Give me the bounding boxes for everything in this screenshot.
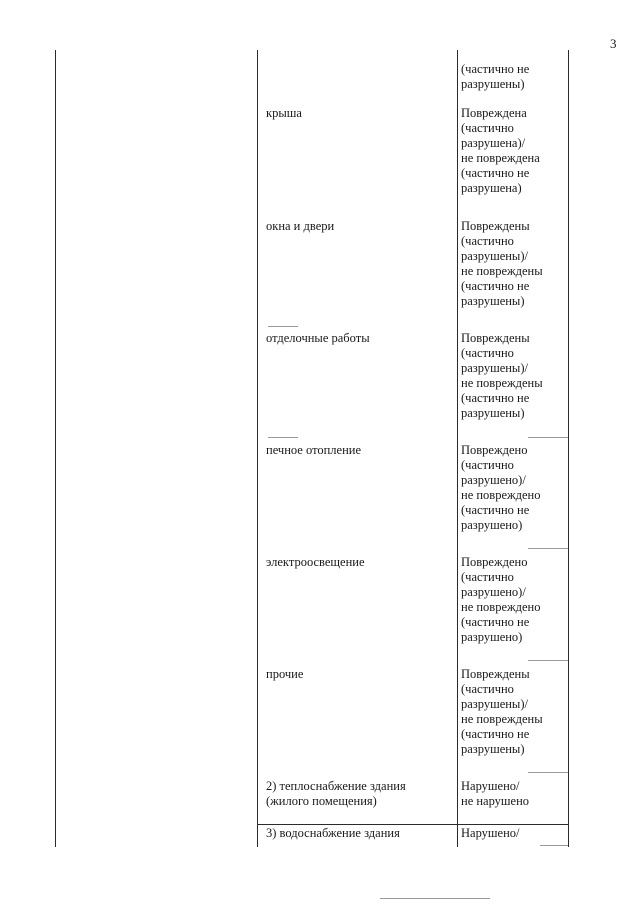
page-number: 3 — [610, 36, 617, 51]
scan-artifact — [540, 845, 568, 846]
row-value: Повреждены (частично разрушены)/ не повреждены (частично не разрушены) — [461, 667, 543, 756]
table-border-left — [55, 50, 56, 847]
scan-artifact — [528, 660, 568, 661]
row-value: Нарушено/ не нарушено — [461, 779, 530, 808]
row-label: окна и двери — [266, 219, 335, 233]
row-value: Повреждены (частично разрушены)/ не повреждены (частично не разрушены) — [461, 331, 543, 420]
row-label: крыша — [266, 106, 302, 120]
scan-artifact — [380, 898, 490, 899]
table-border-right — [568, 50, 569, 847]
row-label: прочие — [266, 667, 304, 681]
scan-artifact — [528, 437, 568, 438]
row-label: электроосвещение — [266, 555, 365, 569]
scan-artifact — [528, 772, 568, 773]
row-label: 3) водоснабжение здания — [266, 826, 400, 840]
table-divider-2 — [457, 50, 458, 847]
row-value: Повреждено (частично разрушено)/ не повреждено (частично не разрушено) — [461, 443, 541, 532]
scan-artifact — [528, 548, 568, 549]
row-value: Повреждены (частично разрушены)/ не повреждены (частично не разрушены) — [461, 219, 543, 308]
row-value: Нарушено/ — [461, 826, 520, 840]
row-label: 2) теплоснабжение здания (жилого помещения) — [266, 779, 406, 808]
scan-artifact — [268, 326, 298, 327]
row-label: печное отопление — [266, 443, 362, 457]
row-value: Повреждено (частично разрушено)/ не повреждено (частично не разрушено) — [461, 555, 541, 644]
row-value: Повреждена (частично разрушена)/ не повреждена (частично не разрушена) — [461, 106, 540, 195]
scan-artifact — [268, 437, 298, 438]
row-divider — [257, 824, 569, 825]
table-divider-1 — [257, 50, 258, 847]
row-value: (частично не разрушены) — [461, 62, 530, 91]
row-label: отделочные работы — [266, 331, 370, 345]
